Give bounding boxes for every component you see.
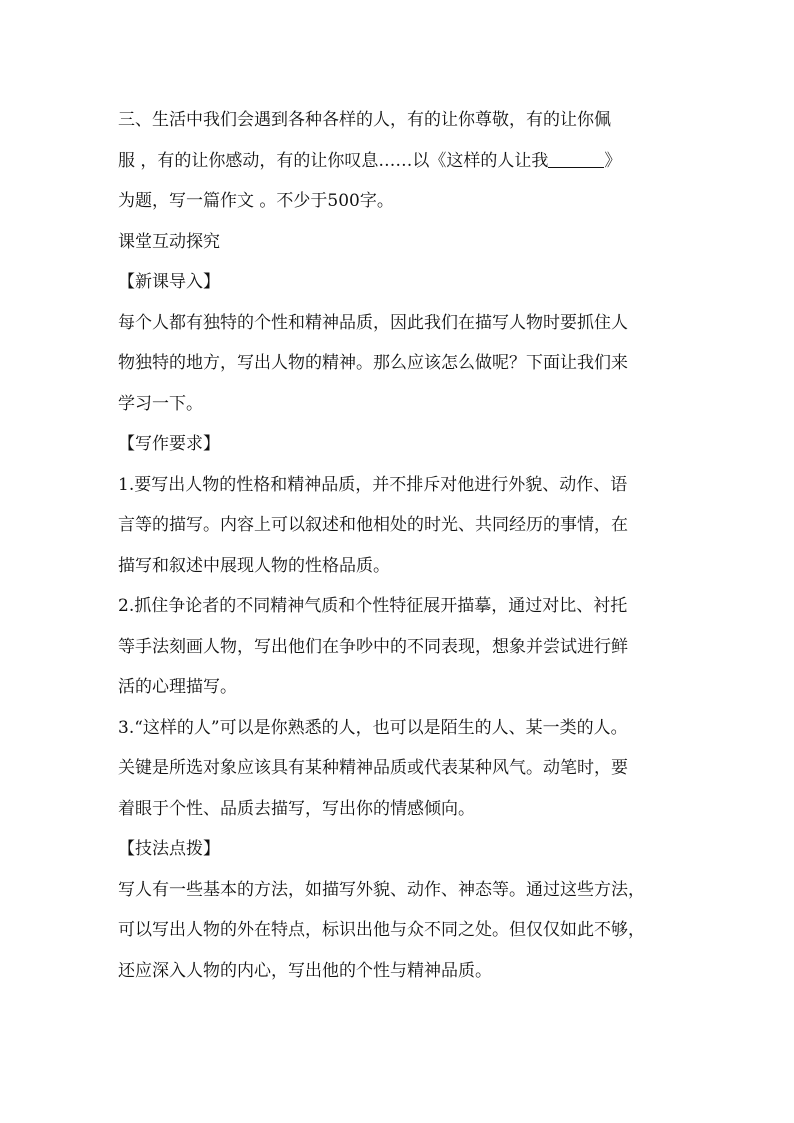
task-line-3: 为题，写一篇作文 。不少于500字。	[118, 191, 394, 211]
document-body	[118, 100, 683, 991]
intro-line-2: 物独特的地方，写出人物的精神。那么应该怎么做呢？下面让我们来	[118, 353, 628, 373]
closing-title-mark: 》	[604, 150, 622, 171]
task-line-2-text: 服 ，有的让你感动，有的让你叹息……以《这样的人让我	[118, 150, 549, 171]
technique-line-1: 写人有一些基本的方法，如描写外貌、动作、神态等。通过这些方法，	[118, 879, 645, 900]
section-heading-classroom: 课堂互动探究	[118, 231, 220, 252]
task-line-2	[118, 141, 683, 182]
requirement-1-line-3: 描写和叙述中展现人物的性格品质。	[118, 555, 390, 576]
intro-line-3: 学习一下。	[118, 393, 203, 414]
intro-line-1: 每个人都有独特的个性和精神品质，因此我们在描写人物时要抓住人	[118, 312, 628, 333]
requirement-2-line-1: 2.抓住争论者的不同精神气质和个性特征展开描摹，通过对比、衬托	[118, 596, 628, 616]
section-heading-techniques: 【技法点拨】	[118, 839, 220, 859]
requirement-3-line-1: 3.“这样的人”可以是你熟悉的人，也可以是陌生的人、某一类的人。	[118, 717, 628, 738]
technique-line-2: 可以写出人物的外在特点，标识出他与众不同之处。但仅仅如此不够，	[118, 920, 645, 940]
section-heading-intro: 【新课导入】	[118, 272, 220, 292]
requirement-1-line-2: 言等的描写。内容上可以叙述和他相处的时光、共同经历的事情，在	[118, 515, 628, 535]
requirement-2-line-3: 活的心理描写。	[118, 677, 237, 697]
requirement-3-line-2: 关键是所选对象应该具有某种精神品质或代表某种风气。动笔时，要	[118, 758, 628, 778]
task-line-1: 三、生活中我们会遇到各种各样的人，有的让你尊敬，有的让你佩	[118, 110, 611, 130]
requirement-3-line-3: 着眼于个性、品质去描写，写出你的情感倾向。	[118, 798, 475, 819]
technique-line-3: 还应深入人物的内心，写出他的个性与精神品质。	[118, 960, 492, 981]
fill-in-blank	[548, 150, 604, 168]
requirement-1-line-1: 1.要写出人物的性格和精神品质，并不排斥对他进行外貌、动作、语	[118, 474, 628, 495]
requirement-2-line-2: 等手法刻画人物，写出他们在争吵中的不同表现，想象并尝试进行鲜	[118, 636, 628, 657]
section-heading-requirements: 【写作要求】	[118, 434, 220, 454]
